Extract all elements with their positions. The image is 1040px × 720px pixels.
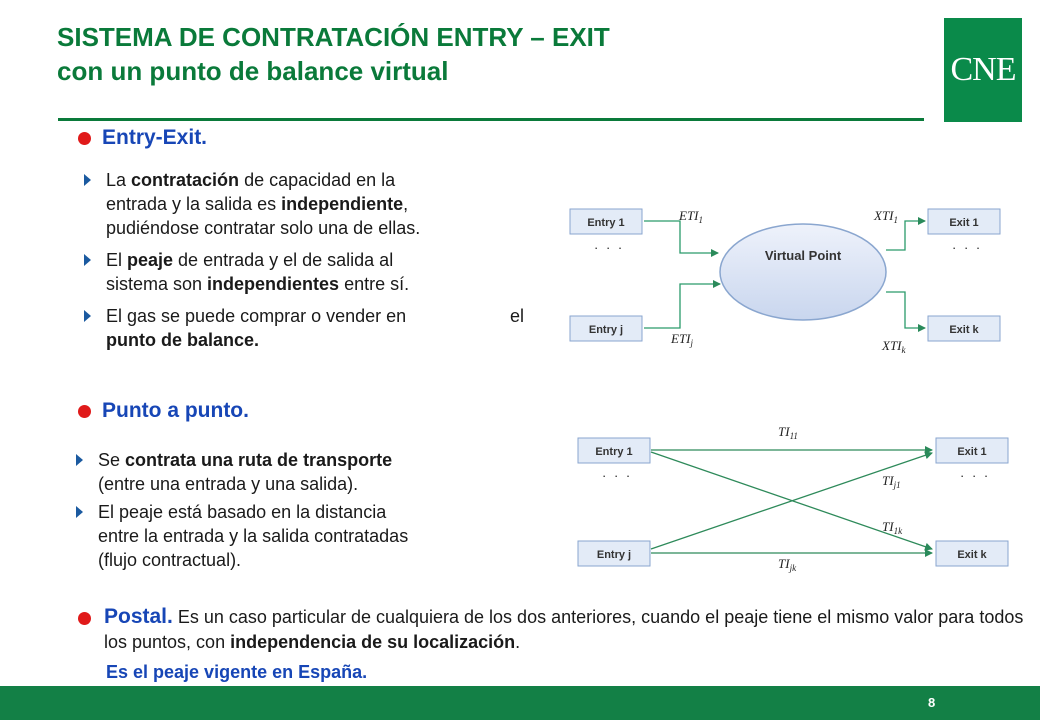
exit-1-label: Exit 1 — [949, 217, 979, 229]
p2p-entry-1-box — [578, 438, 650, 463]
exit-1-box — [928, 209, 1000, 234]
ti-11-label: $TI_{11}$ — [778, 424, 798, 441]
p2p-exit-k-box — [936, 541, 1008, 566]
eti-j-connector — [644, 284, 720, 328]
bold-text: contrata una ruta de transporte — [125, 450, 393, 470]
p2p-exit-k-label: Exit k — [957, 549, 987, 561]
text: de capacidad en la — [239, 170, 396, 190]
entry-1-label: Entry 1 — [587, 217, 625, 229]
page-number: 8 — [928, 695, 936, 710]
text: (entre una entrada y una salida). — [98, 474, 359, 494]
text: el — [510, 306, 525, 326]
point-to-point-diagram — [578, 424, 1008, 573]
postal-heading: Postal. — [104, 605, 173, 628]
title-line-2: con un punto de balance virtual — [57, 56, 449, 86]
p2p-ellipsis-exit: · · · — [960, 468, 991, 483]
text: , — [403, 194, 409, 214]
p2p-ellipsis-entry: · · · — [602, 468, 633, 483]
eti-1-connector — [644, 221, 718, 253]
ti-j1-label: $TI_{j1}$ — [882, 473, 901, 490]
p2p-entry-j-label: Entry j — [596, 549, 632, 561]
xti-k-label: $XTI_k$ — [882, 338, 906, 355]
exit-k-box — [928, 316, 1000, 341]
eti-j-label: $ETI_j$ — [671, 331, 694, 348]
text: El gas se puede comprar o vender en — [106, 306, 407, 326]
ellipsis-exit: · · · — [952, 240, 983, 255]
xti-1-connector — [886, 221, 925, 250]
eti-1-label: $ETI_1$ — [679, 208, 703, 225]
bold-text: independientes — [207, 274, 340, 294]
text: . — [515, 632, 521, 652]
text: pudiéndose contratar solo una de ellas. — [106, 218, 421, 238]
text: (flujo contractual). — [98, 550, 242, 570]
text: sistema son — [106, 274, 208, 294]
entry-exit-diagram — [570, 208, 1000, 355]
virtual-point-node — [720, 224, 886, 320]
text: La — [106, 170, 132, 190]
entry-exit-heading: Entry-Exit. — [102, 126, 208, 149]
bold-text: contratación — [131, 170, 240, 190]
virtual-point-label: Virtual Point — [764, 248, 842, 263]
xti-1-label: $XTI_1$ — [874, 208, 898, 225]
bold-text: punto de balance. — [106, 330, 260, 350]
text: de entrada y el de salida al — [173, 250, 394, 270]
p2p-exit-1-label: Exit 1 — [957, 446, 987, 458]
logo-text: CNE — [950, 51, 1016, 88]
entry-j-label: Entry j — [588, 324, 624, 336]
text: El — [106, 250, 128, 270]
ti-jk-label: $TI_{jk}$ — [778, 556, 797, 573]
ti-1k-label: $TI_{1k}$ — [882, 519, 903, 536]
xti-k-connector — [886, 292, 925, 328]
p2p-exit-1-box — [936, 438, 1008, 463]
bold-text: independencia de su localización — [230, 632, 516, 652]
ellipsis-entry: · · · — [594, 240, 625, 255]
title-line-1: SISTEMA DE CONTRATACIÓN ENTRY – EXIT — [57, 22, 610, 52]
text: entrada y la salida es — [106, 194, 282, 214]
p2p-entry-j-box — [578, 541, 650, 566]
exit-k-label: Exit k — [949, 324, 979, 336]
p2p-entry-1-label: Entry 1 — [595, 446, 633, 458]
text: entre sí. — [339, 274, 410, 294]
text: El peaje está basado en la distancia — [98, 502, 387, 522]
entry-1-box — [570, 209, 642, 234]
text: Se — [98, 450, 126, 470]
punto-heading: Punto a punto. — [102, 399, 249, 422]
bold-text: peaje — [127, 250, 174, 270]
text: Es un caso particular de cualquiera de los dos anteriores, cuando el peaje tiene el mismo valor para todos los puntos, con — [104, 607, 1024, 652]
postal-note: Es el peaje vigente en España. — [106, 662, 368, 682]
text: entre la entrada y la salida contratadas — [98, 526, 409, 546]
footer-bar — [0, 686, 1040, 720]
bold-text: independiente — [281, 194, 404, 214]
entry-j-box — [570, 316, 642, 341]
